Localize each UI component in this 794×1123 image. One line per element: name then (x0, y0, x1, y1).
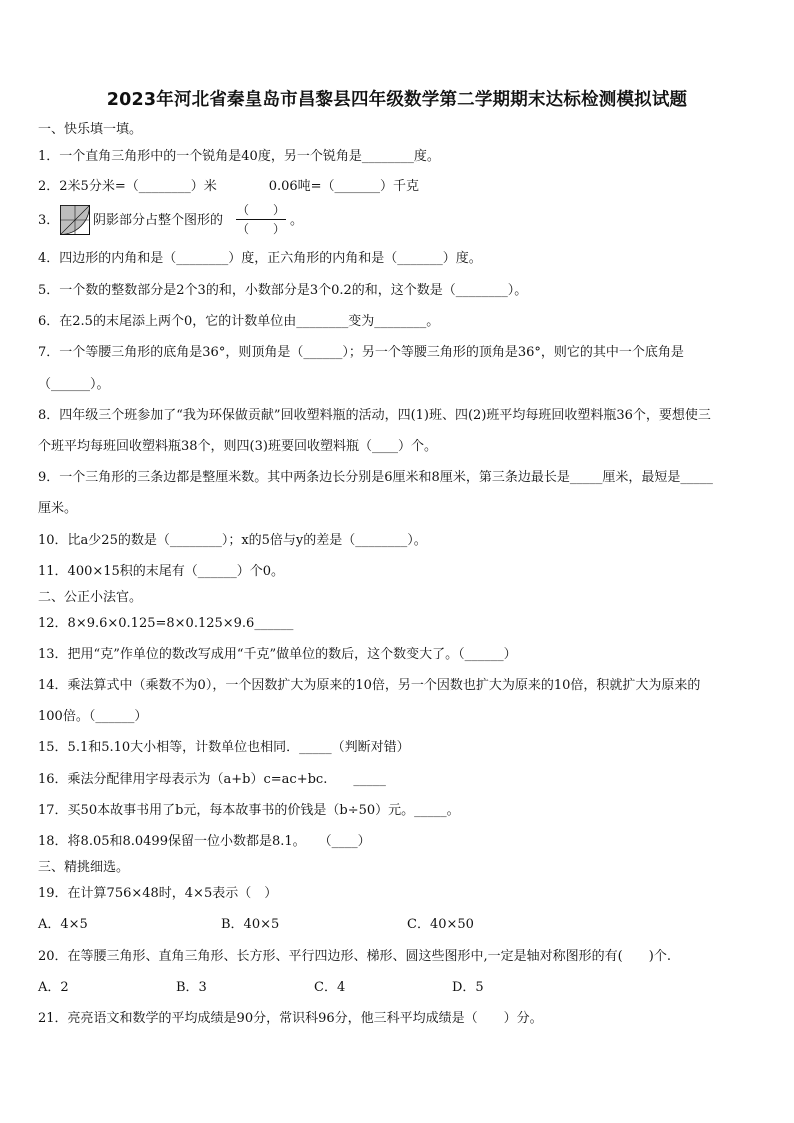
section-heading: 二、公正小法官。 (38, 590, 143, 605)
question-3-end: 。 (290, 213, 304, 228)
fraction-numerator: （ ） (236, 203, 285, 217)
fraction-bar (236, 219, 286, 220)
option-c[interactable]: C．40×50 (407, 917, 474, 932)
fraction-blank (232, 203, 290, 237)
question-6: 6．在2.5的末尾添上两个0，它的计数单位由________变为________。 (38, 314, 440, 329)
question-20: 20．在等腰三角形、直角三角形、长方形、平行四边形、梯形、圆这些图形中,一定是轴对称图形的有( )个. (38, 949, 671, 964)
option-a[interactable]: A．2 (38, 980, 69, 995)
question-21: 21．亮亮语文和数学的平均成绩是90分，常识科96分，他三科平均成绩是（ ）分。 (38, 1011, 543, 1026)
option-c[interactable]: C．4 (314, 980, 346, 995)
section-heading: 一、快乐填一填。 (38, 122, 143, 137)
question-8-line-2: 个班平均每班回收塑料瓶38个，则四(3)班要回收塑料瓶（____）个。 (38, 439, 437, 454)
question-15: 15．5.1和5.10大小相等，计数单位也相同．_____（判断对错） (38, 740, 410, 755)
question-16: 16．乘法分配律用字母表示为（a+b）c=ac+bc. _____ (38, 772, 386, 787)
question-17: 17．买50本故事书用了b元，每本故事书的价钱是（b÷50）元。_____。 (38, 803, 460, 818)
question-14-line-2: 100倍。（______） (38, 709, 148, 724)
question-2: 2．2米5分米=（________）米 0.06吨=（_______）千克 (38, 179, 420, 194)
option-b[interactable]: B．3 (176, 980, 207, 995)
question-4: 4．四边形的内角和是（________）度，正六角形的内角和是（_______）度。 (38, 251, 482, 266)
question-7-line-1: 7．一个等腰三角形的底角是36°，则顶角是（______）；另一个等腰三角形的顶角是36°，则它的其中一个底角是 (38, 345, 684, 360)
question-3-text: 阴影部分占整个图形的 (93, 213, 224, 228)
question-13: 13．把用“克”作单位的数改写成用“千克”做单位的数后，这个数变大了。（______） (38, 647, 517, 662)
fraction-denominator: （ ） (236, 222, 285, 236)
question-11: 11．400×15积的末尾有（______）个0。 (38, 564, 285, 579)
question-9-line-2: 厘米。 (38, 501, 78, 516)
section-heading: 三、精挑细选。 (38, 860, 130, 875)
question-1: 1．一个直角三角形中的一个锐角是40度，另一个锐角是________度。 (38, 149, 440, 164)
question-3-number: 3． (38, 213, 60, 228)
option-a[interactable]: A．4×5 (38, 917, 88, 932)
question-19: 19．在计算756×48时，4×5表示（ ） (38, 886, 278, 901)
quarter-circle-figure (60, 205, 90, 235)
question-12: 12．8×9.6×0.125=8×0.125×9.6______ (38, 616, 294, 631)
question-8-line-1: 8．四年级三个班参加了“我为环保做贡献”回收塑料瓶的活动，四(1)班、四(2)班平均每班回收塑料瓶36个，要想使三 (38, 408, 711, 423)
page-title: 2023年河北省秦皇岛市昌黎县四年级数学第二学期期末达标检测模拟试题 (106, 90, 688, 110)
question-9-line-1: 9．一个三角形的三条边都是整厘米数。其中两条边长分别是6厘米和8厘米，第三条边最长是_____厘米，最短是_____ (38, 470, 713, 485)
question-5: 5．一个数的整数部分是2个3的和，小数部分是3个0.2的和，这个数是（________）。 (38, 283, 528, 298)
question-7-line-2: （______）。 (38, 377, 110, 392)
option-d[interactable]: D．5 (452, 980, 484, 995)
option-b[interactable]: B．40×5 (221, 917, 280, 932)
question-10: 10．比a少25的数是（________）；x的5倍与y的差是（________）。 (38, 533, 427, 548)
question-14-line-1: 14．乘法算式中（乘数不为0），一个因数扩大为原来的10倍，另一个因数也扩大为原来的10倍，积就扩大为原来的 (38, 678, 701, 693)
question-18: 18．将8.05和8.0499保留一位小数都是8.1。 （____） (38, 834, 371, 849)
